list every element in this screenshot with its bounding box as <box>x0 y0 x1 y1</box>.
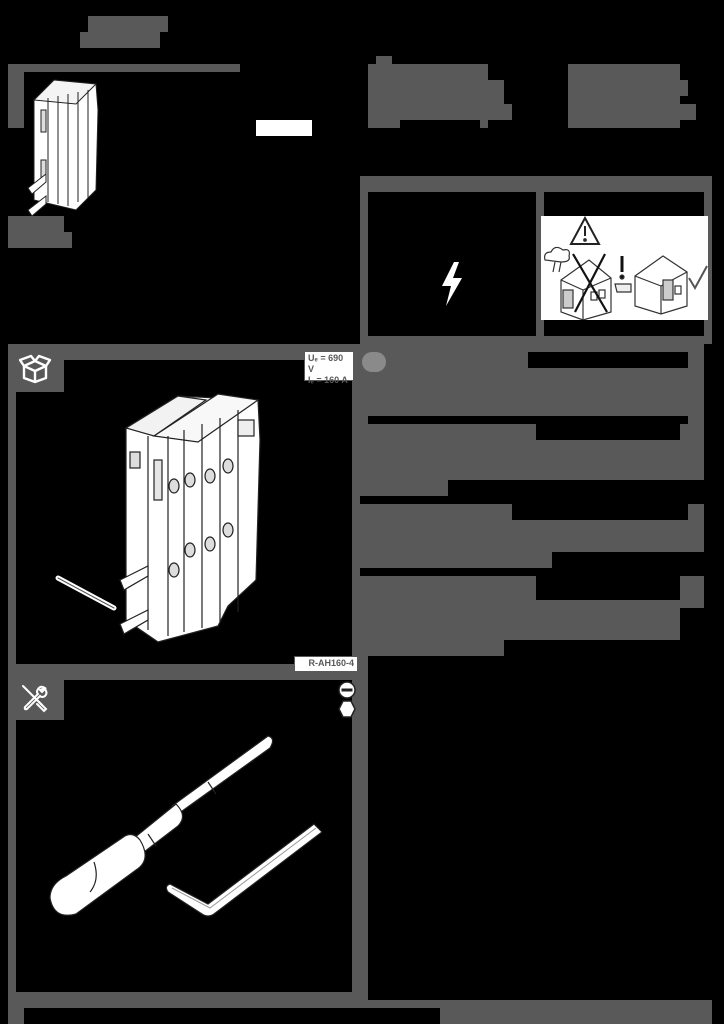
mounting-pin-illustration <box>54 574 120 614</box>
text-block-1-ext2 <box>488 104 512 120</box>
hex-key-illustration <box>164 820 328 920</box>
instruction-block-3-end <box>552 552 704 568</box>
small-label <box>256 120 312 136</box>
text-block-2-ext <box>680 80 688 96</box>
title-block-2 <box>80 32 160 48</box>
instruction-block-2-end <box>448 480 704 496</box>
footer-bar-right <box>360 1000 712 1008</box>
instruction-gap-1 <box>368 416 688 424</box>
rated-current: Iₑ = 160 A <box>308 375 348 385</box>
open-box-icon <box>18 354 52 384</box>
ratings-label <box>304 351 354 385</box>
instruction-block-4-end <box>680 608 704 640</box>
text-block-1-gap <box>400 120 480 128</box>
instruction-block-2-gap <box>536 424 680 440</box>
text-block-2 <box>568 64 680 128</box>
check-mark-icon <box>689 266 707 288</box>
title-block <box>88 16 168 32</box>
wrench-screwdriver-icon <box>20 683 50 713</box>
text-block-2-ext2 <box>680 104 696 120</box>
instruction-block-1-gap <box>528 352 688 368</box>
step-bullet <box>362 352 386 372</box>
instruction-block-4-tail <box>360 640 504 656</box>
text-block-1 <box>368 64 488 128</box>
text-block-1-ext <box>488 80 504 104</box>
rated-voltage: Uₑ = 690 V <box>308 353 344 374</box>
footer-block-right <box>440 1008 712 1024</box>
product-code-label: R-AH160-4 <box>294 656 358 672</box>
text-block-1-notch <box>376 56 392 64</box>
instruction-block-2-tail <box>360 480 448 496</box>
thumbnail-caption-block-2 <box>8 232 72 248</box>
instruction-block-4-gap <box>536 576 680 600</box>
thumbnail-caption-block <box>8 216 64 232</box>
lightning-bolt-icon <box>440 262 464 306</box>
header-side-bar <box>8 64 24 128</box>
right-column-border <box>360 656 368 1000</box>
indoor-installation-illustration <box>541 216 708 320</box>
footer-bar-left <box>8 1000 24 1024</box>
hex-socket-icon <box>338 700 356 718</box>
fuse-switch-disconnector-illustration <box>118 380 268 650</box>
product-thumbnail <box>26 70 106 220</box>
instruction-block-3-gap <box>512 504 688 520</box>
slotted-screw-icon <box>338 681 356 699</box>
